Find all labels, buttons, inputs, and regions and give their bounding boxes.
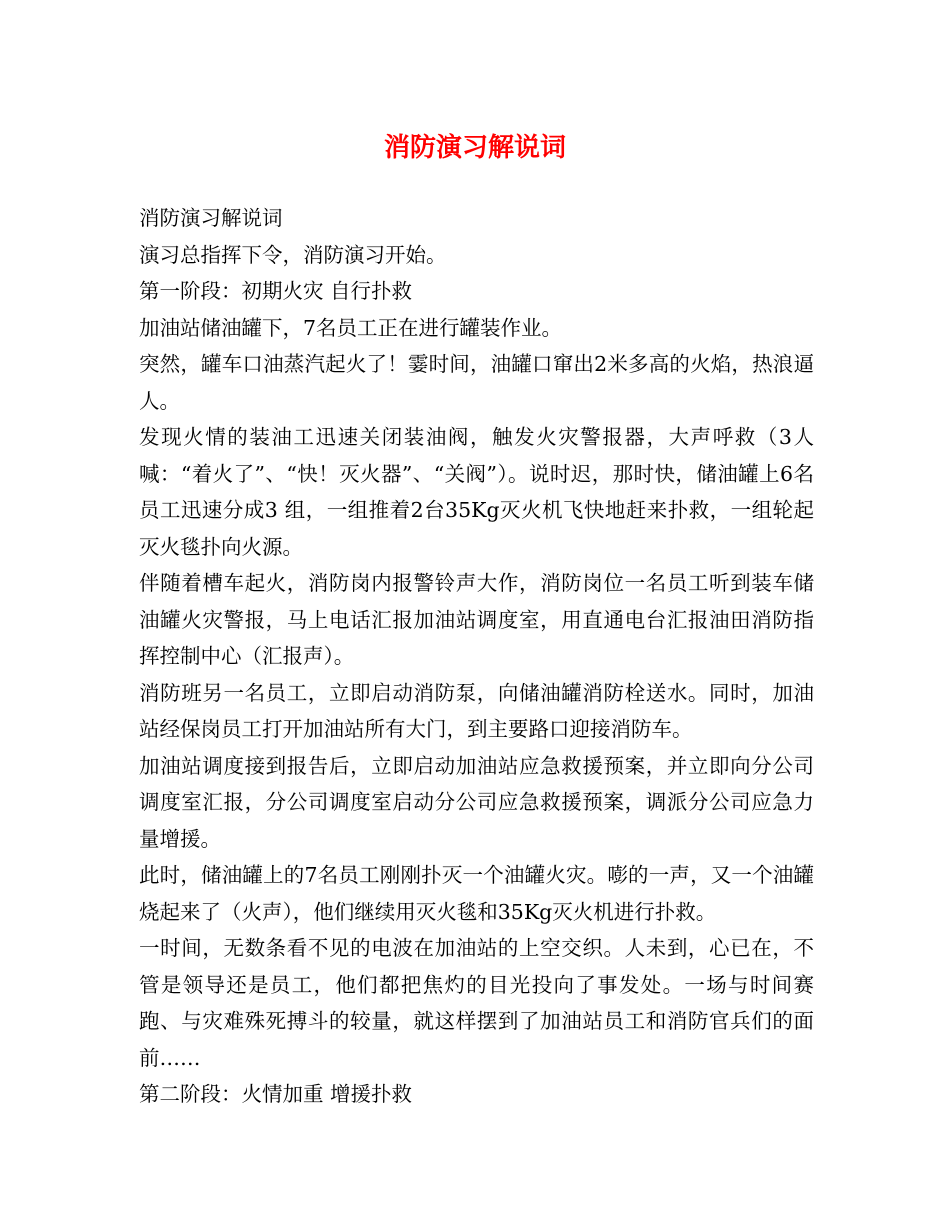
document-body [139,200,814,1113]
paragraph: 消防班另一名员工，立即启动消防泵，向储油罐消防栓送水。同时，加油站经保岗员工打开加油站所有大门，到主要路口迎接消防车。 [139,680,814,741]
paragraph-subtitle: 消防演习解说词 [139,206,283,230]
paragraph: 突然，罐车口油蒸汽起火了！霎时间，油罐口窜出2米多高的火焰，热浪逼人。 [139,352,814,413]
paragraph: 伴随着槽车起火，消防岗内报警铃声大作，消防岗位一名员工听到装车储油罐火灾警报，马上电话汇报加油站调度室，用直通电台汇报油田消防指挥控制中心（汇报声）。 [139,571,814,668]
paragraph-stage-one-heading: 第一阶段：初期火灾 自行扑救 [139,279,413,303]
paragraph: 此时，储油罐上的7名员工刚刚扑灭一个油罐火灾。嘭的一声，又一个油罐烧起来了（火声），他们继续用灭火毯和35Kg灭火机进行扑救。 [139,863,814,924]
paragraph-stage-two-heading: 第二阶段：火情加重 增援扑救 [139,1082,413,1106]
paragraph: 一时间，无数条看不见的电波在加油站的上空交织。人未到，心已在，不管是领导还是员工，他们都把焦灼的目光投向了事发处。一场与时间赛跑、与灾难殊死搏斗的较量，就这样摆到了加油站员工和消防官兵们的面前…… [139,936,814,1070]
paragraph: 加油站调度接到报告后，立即启动加油站应急救援预案，并立即向分公司调度室汇报，分公司调度室启动分公司应急救援预案，调派分公司应急力量增援。 [139,753,814,851]
paragraph: 发现火情的装油工迅速关闭装油阀，触发火灾警报器，大声呼救（3人喊：“着火了”、“快！灭火器”、“关阀”）。说时迟，那时快，储油罐上6名员工迅速分成3 组，一组推着2台35Kg灭火机飞快地赶来扑救，一组轮起灭火毯扑向火源。 [139,425,814,559]
document-title: 消防演习解说词 [383,133,566,163]
paragraph: 加油站储油罐下，7名员工正在进行罐装作业。 [139,315,563,340]
paragraph-start-order: 演习总指挥下令，消防演习开始。 [139,242,447,267]
